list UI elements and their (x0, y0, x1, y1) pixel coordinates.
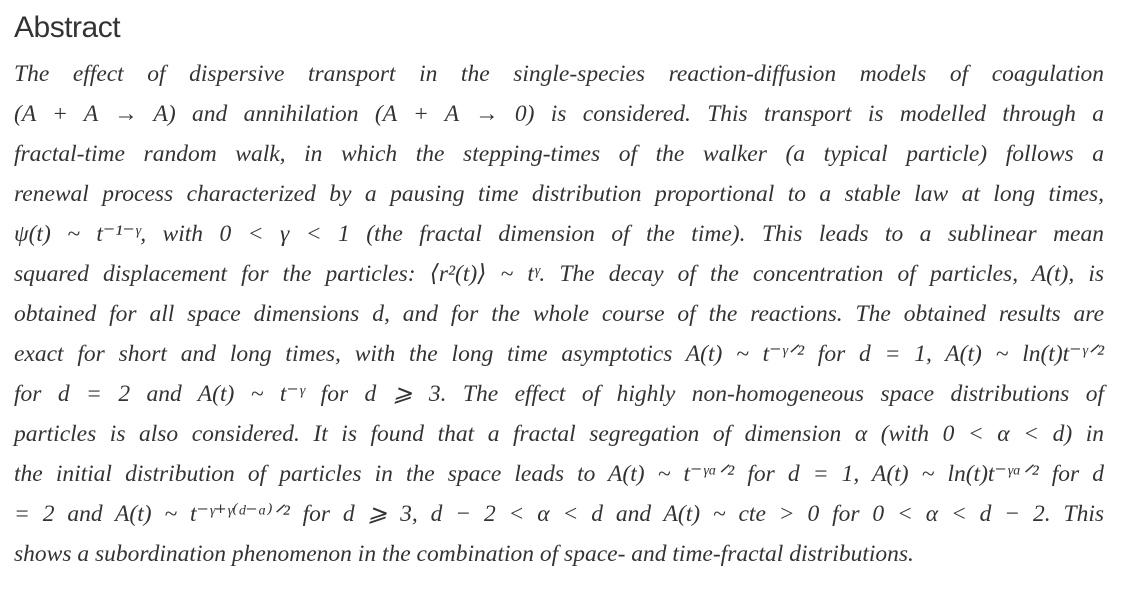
abstract-line: the initial distribution of particles in the space leads to A(t) ~ t⁻ᵞᵅᐟ² for d = 1, A(t) ~ ln(t)t⁻ᵞᵅᐟ² for d (14, 461, 1104, 487)
abstract-body (14, 54, 1104, 574)
abstract-line: (A + A → A) and annihilation (A + A → 0) is considered. This transport is modelled through a (14, 101, 1104, 127)
abstract-line: squared displacement for the particles: ⟨r²(t)⟩ ~ tᵞ. The decay of the concentration of particles, A(t), is (14, 261, 1104, 287)
abstract-line: fractal-time random walk, in which the stepping-times of the walker (a typical particle) follows a (14, 141, 1104, 167)
abstract-line: = 2 and A(t) ~ t⁻ᵞ⁺ᵞ⁽ᵈ⁻ᵅ⁾ᐟ² for d ⩾ 3, d − 2 < α < d and A(t) ~ cte > 0 for 0 < α < d − 2. This (14, 501, 1104, 527)
abstract-line: exact for short and long times, with the long time asymptotics A(t) ~ t⁻ᵞᐟ² for d = 1, A(t) ~ ln(t)t⁻ᵞᐟ² (14, 341, 1104, 367)
abstract-line: renewal process characterized by a pausing time distribution proportional to a stable law at long times, (14, 181, 1104, 207)
abstract-line: shows a subordination phenomenon in the combination of space- and time-fractal distributions. (14, 541, 914, 567)
abstract-line: The effect of dispersive transport in the single-species reaction-diffusion models of coagulation (14, 61, 1104, 87)
abstract-line: ψ(t) ~ t⁻¹⁻ᵞ, with 0 < γ < 1 (the fractal dimension of the time). This leads to a sublinear mean (14, 221, 1104, 247)
abstract-heading: Abstract (14, 11, 121, 44)
abstract-line: obtained for all space dimensions d, and for the whole course of the reactions. The obtained results are (14, 301, 1104, 327)
abstract-section (14, 8, 1104, 574)
abstract-line: for d = 2 and A(t) ~ t⁻ᵞ for d ⩾ 3. The effect of highly non-homogeneous space distributions of (14, 381, 1104, 407)
abstract-line: particles is also considered. It is found that a fractal segregation of dimension α (with 0 < α < d) in (14, 421, 1104, 447)
